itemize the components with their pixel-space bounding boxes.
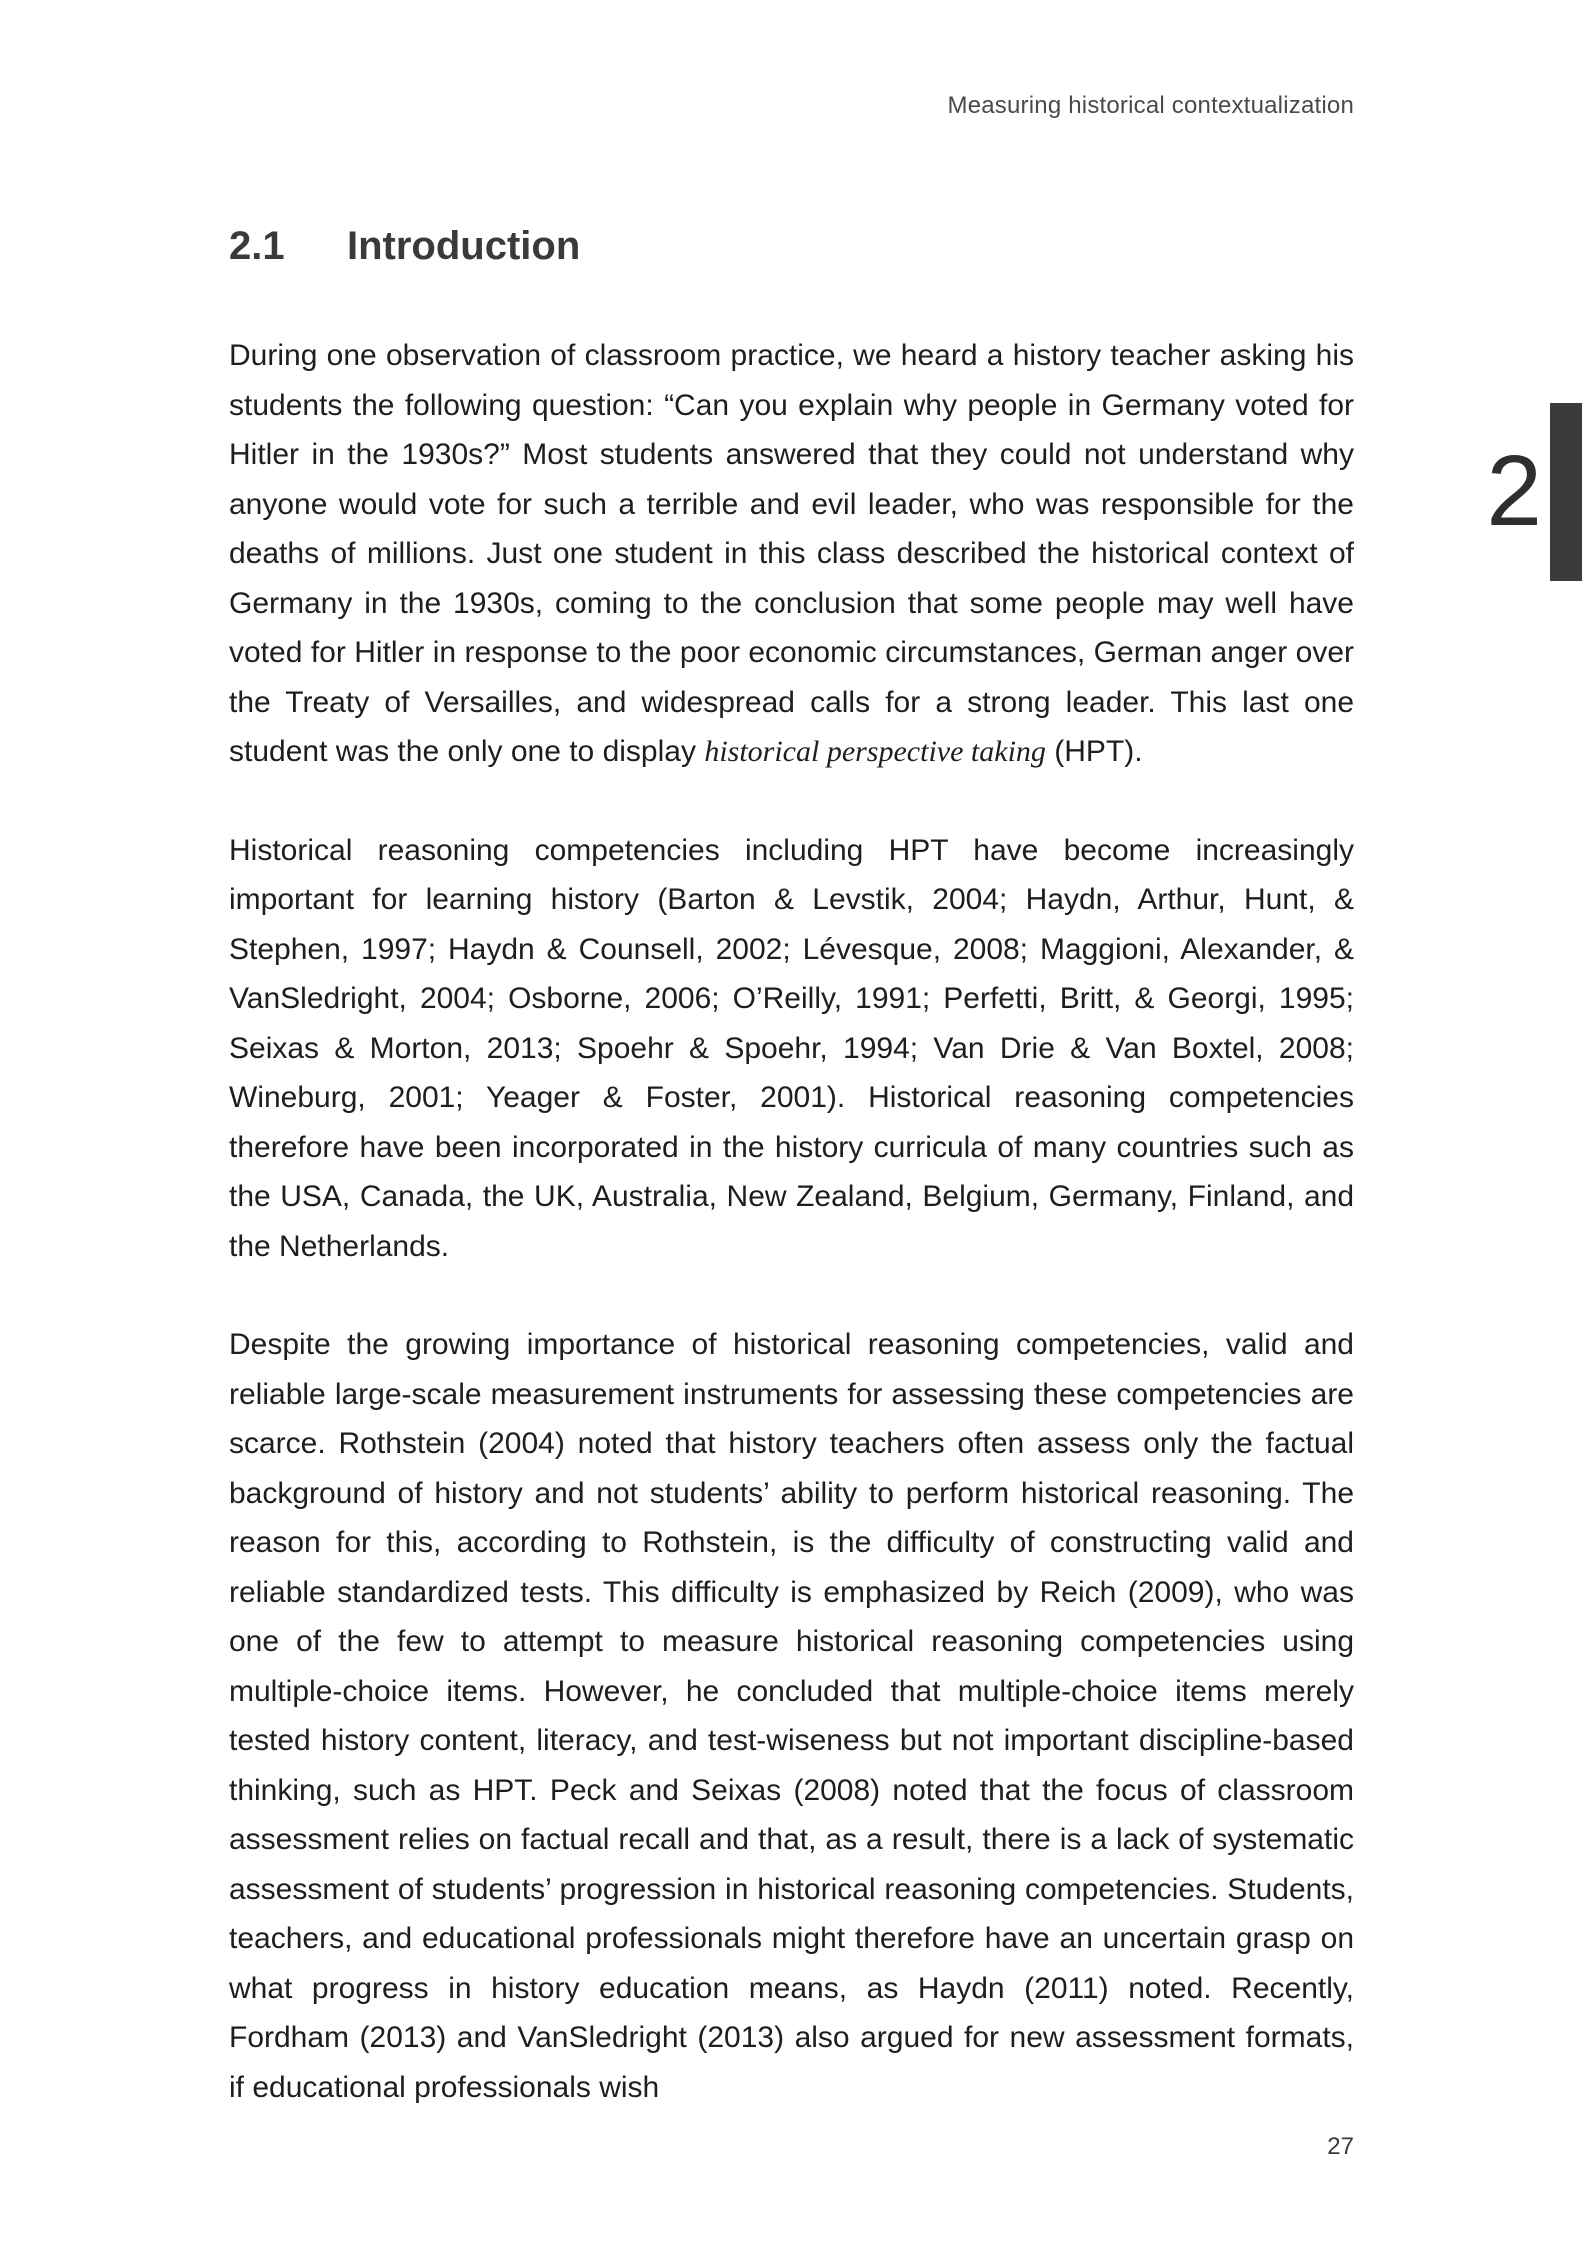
section-title: Introduction [347,224,581,268]
paragraph-1-text: During one observation of classroom practice, we heard a history teacher asking his students the following question: “Can you explain why people in Germany voted for Hitler in the 1930s?” Most students answered that they could not understand why anyone would vote for such a terrible and evil leader, who was responsible for the deaths of millions. Just one student in this class described the historical context of Germany in the 1930s, coming to the conclusion that some people may well have voted for Hitler in response to the poor economic circumstances, German anger over the Treaty of Versailles, and widespread calls for a strong leader. This last one student was the only one to display [229,339,1354,768]
hpt-term: historical perspective taking [704,735,1046,768]
body-text [229,331,1354,2161]
paragraph-1-end: (HPT). [1045,735,1143,768]
section-number: 2.1 [229,224,285,268]
chapter-tab-bar [1550,403,1582,581]
paragraph-3: Despite the growing importance of historical reasoning competencies, valid and reliable large-scale measurement instruments for assessing these competencies are scarce. Rothstein (2004) noted that history teachers often assess only the factual background of history and not students’ ability to perform historical reasoning. The reason for this, according to Rothstein, is the difficulty of constructing valid and reliable standardized tests. This difficulty is emphasized by Reich (2009), who was one of the few to attempt to measure historical reasoning competencies using multiple-choice items. However, he concluded that multiple-choice items merely tested history content, literacy, and test-wiseness but not important discipline-based thinking, such as HPT. Peck and Seixas (2008) noted that the focus of classroom assessment relies on factual recall and that, as a result, there is a lack of systematic assessment of students’ progression in historical reasoning competencies. Students, teachers, and educational professionals might therefore have an uncertain grasp on what progress in history education means, as Haydn (2011) noted. Recently, Fordham (2013) and VanSledright (2013) also argued for new assessment formats, if educational professionals wish [229,1328,1354,2104]
paragraph-1 [229,331,1354,777]
running-header: Measuring historical contextualization [947,92,1354,119]
paragraph-2: Historical reasoning competencies including HPT have become increasingly important for learning history (Barton & Levstik, 2004; Haydn, Arthur, Hunt, & Stephen, 1997; Haydn & Counsell, 2002; Lévesque, 2008; Maggioni, Alexander, & VanSledright, 2004; Osborne, 2006; O’Reilly, 1991; Perfetti, Britt, & Georgi, 1995; Seixas & Morton, 2013; Spoehr & Spoehr, 1994; Van Drie & Van Boxtel, 2008; Wineburg, 2001; Yeager & Foster, 2001). Historical reasoning competencies therefore have been incorporated in the history curricula of many countries such as the USA, Canada, the UK, Australia, New Zealand, Belgium, Germany, Finland, and the Netherlands. [229,833,1354,1263]
page-number: 27 [1327,2133,1354,2160]
chapter-tab [1417,403,1582,581]
chapter-number: 2 [1486,435,1542,547]
section-heading [229,222,1354,270]
